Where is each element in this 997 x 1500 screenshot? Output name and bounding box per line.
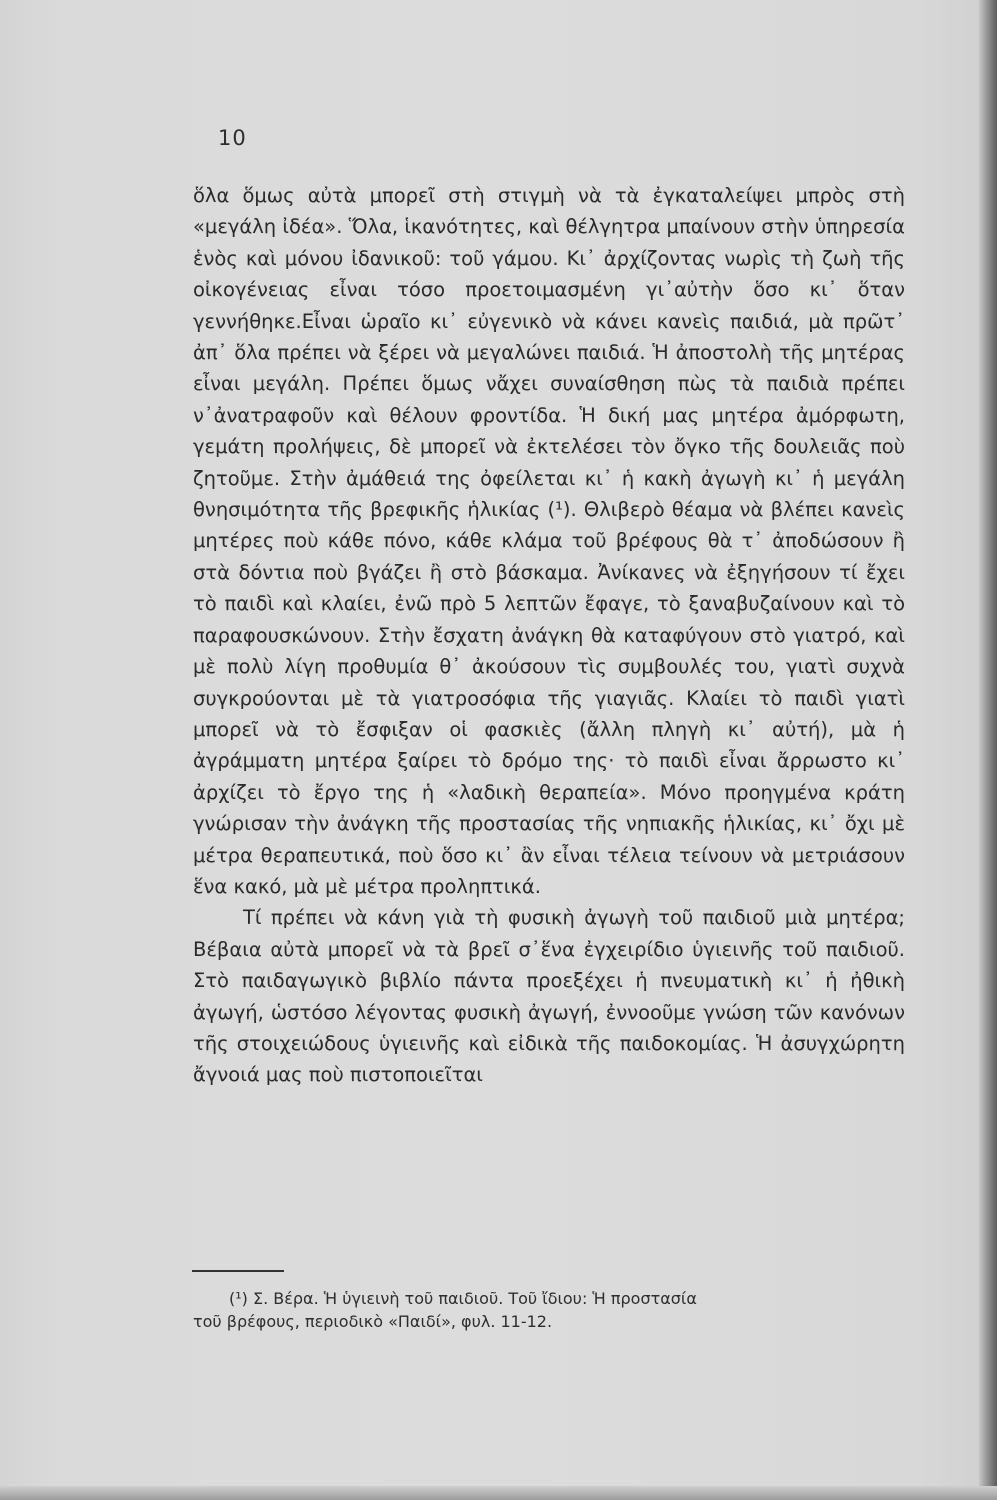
page-edge-shadow	[979, 0, 997, 1500]
page-number: 10	[218, 126, 247, 150]
body-text	[193, 180, 905, 1091]
footnote-line: (¹) Σ. Βέρα. Ἡ ὑγιεινὴ τοῦ παιδιοῦ. Τοῦ ἴδιου: Ἡ προστασία	[229, 1289, 697, 1308]
footnote-divider	[192, 1270, 284, 1272]
paragraph: Τί πρέπει νὰ κάνη γιὰ τὴ φυσικὴ ἀγωγὴ τοῦ παιδιοῦ μιὰ μητέρα; Βέβαια αὐτὰ μπορεῖ νὰ τὰ βρεῖ σ᾽ἕνα ἐγχειρίδιο ὑγιεινῆς τοῦ παιδιοῦ. Στὸ παιδαγωγικὸ βιβλίο πάντα προεξέχει ἡ πνευματικὴ κι᾽ ἡ ἠθικὴ ἀγωγή, ὡστόσο λέγοντας φυσικὴ ἀγωγή, ἐννοοῦμε γνώση τῶν κανόνων τῆς στοιχειώδους ὑγιεινῆς καὶ εἰδικὰ τῆς παιδοκομίας. Ἡ ἀσυγχώρητη ἄγνοιά μας ποὺ πιστοποιεῖται	[193, 906, 905, 1087]
page-bottom-edge	[0, 1486, 997, 1500]
paragraph: ὅλα ὅμως αὐτὰ μπορεῖ στὴ στιγμὴ νὰ τὰ ἐγκαταλείψει μπρὸς στὴ «μεγάλη ἰδέα». Ὅλα, ἱκανότητες, καὶ θέλγητρα μπαίνουν στὴν ὑπηρεσία ἑνὸς καὶ μόνου ἰδανικοῦ: τοῦ γάμου. Κι᾽ ἀρχίζοντας νωρὶς τὴ ζωὴ τῆς οἰκογένειας εἶναι τόσο προετοιμασμένη γι᾽αὐτὴν ὅσο κι᾽ ὅταν γεννήθηκε.Εἶναι ὡραῖο κι᾽ εὐγενικὸ νὰ κάνει κανεὶς παιδιά, μὰ πρῶτ᾽ ἀπ᾽ ὅλα πρέπει νὰ ξέρει νὰ μεγαλώνει παιδιά. Ἡ ἀποστολὴ τῆς μητέρας εἶναι μεγάλη. Πρέπει ὅμως νἄχει συναίσθηση πὼς τὰ παιδιὰ πρέπει ν᾽ἀνατραφοῦν καὶ θέλουν φροντίδα. Ἡ δική μας μητέρα ἀμόρφωτη, γεμάτη προλήψεις, δὲ μπορεῖ νὰ ἐκτελέσει τὸν ὄγκο τῆς δουλειᾶς ποὺ ζητοῦμε. Στὴν ἀμάθειά της ὀφείλεται κι᾽ ἡ κακὴ ἀγωγὴ κι᾽ ἡ μεγάλη θνησιμότητα τῆς βρεφικῆς ἡλικίας (¹). Θλιβερὸ θέαμα νὰ βλέπει κανεὶς μητέρες ποὺ κάθε πόνο, κάθε κλάμα τοῦ βρέφους θὰ τ᾽ ἀποδώσουν ἢ στὰ δόντια ποὺ βγάζει ἢ στὸ βάσκαμα. Ἀνίκανες νὰ ἐξηγήσουν τί ἔχει τὸ παιδὶ καὶ κλαίει, ἐνῶ πρὸ 5 λεπτῶν ἔφαγε, τὸ ξαναβυζαίνουν καὶ τὸ παραφουσκώνουν. Στὴν ἔσχατη ἀνάγκη θὰ καταφύγουν στὸ γιατρό, καὶ μὲ πολὺ λίγη προθυμία θ᾽ ἀκούσουν τὶς συμβουλές του, γιατὶ συχνὰ συγκρούονται μὲ τὰ γιατροσόφια τῆς γιαγιᾶς. Κλαίει τὸ παιδὶ γιατὶ μπορεῖ νὰ τὸ ἔσφιξαν οἱ φασκιὲς (ἄλλη πληγὴ κι᾽ αὐτή), μὰ ἡ ἀγράμματη μητέρα ξαίρει τὸ δρόμο της· τὸ παιδὶ εἶναι ἄρρωστο κι᾽ ἀρχίζει τὸ ἔργο της ἡ «λαδικὴ θεραπεία». Μόνο προηγμένα κράτη γνώρισαν τὴν ἀνάγκη τῆς προστασίας τῆς νηπιακῆς ἡλικίας, κι᾽ ὄχι μὲ μέτρα θεραπευτικά, ποὺ ὅσο κι᾽ ἂν εἶναι τέλεια τείνουν νὰ μετριάσουν ἕνα κακό, μὰ μὲ μέτρα προληπτικά.	[193, 184, 905, 898]
footnote	[193, 1287, 905, 1333]
footnote-line: τοῦ βρέφους, περιοδικὸ «Παιδί», φυλ. 11-12.	[193, 1312, 553, 1331]
